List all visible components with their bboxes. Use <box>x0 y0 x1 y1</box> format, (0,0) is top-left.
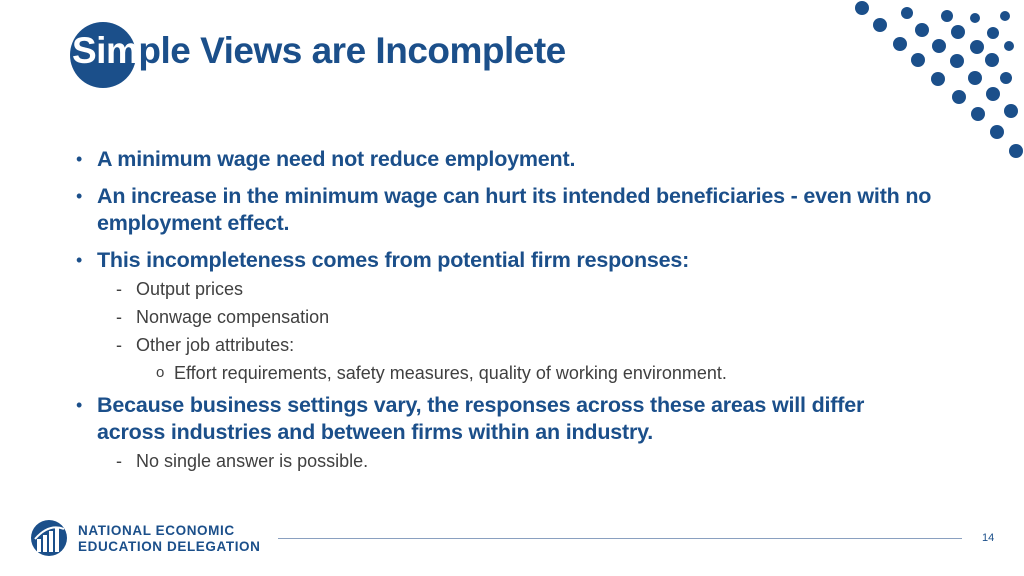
footer-divider <box>278 538 962 539</box>
sub-bullet-text: No single answer is possible. <box>136 451 369 471</box>
slide-title <box>72 30 566 72</box>
title-rest: ple Views are Incomplete <box>138 30 566 71</box>
sub-sub-bullet-text: Effort requirements, safety measures, quality of working environment. <box>174 363 727 383</box>
sub-bullet-text: Other job attributes: <box>136 335 295 355</box>
bullet-marker: • <box>76 186 83 206</box>
bullet-text: Because business settings vary, the responses across these areas will differ across industries and between firms within an industry. <box>97 393 865 444</box>
title-inverted-part: Sim <box>72 30 139 71</box>
logo-line-1: NATIONAL ECONOMIC <box>78 523 235 538</box>
bullet-point <box>72 247 932 274</box>
bullet-text: An increase in the minimum wage can hurt its intended beneficiaries - even with no employment effect. <box>97 184 932 235</box>
bullet-point <box>72 392 932 446</box>
logo-line-2: EDUCATION DELEGATION <box>78 539 261 554</box>
dash-marker: - <box>116 307 122 327</box>
organization-logo <box>30 519 270 559</box>
circle-marker: o <box>156 364 165 381</box>
bullet-point <box>72 183 932 237</box>
bullet-text: This incompleteness comes from potential firm responses: <box>97 248 690 272</box>
bullet-marker: • <box>76 250 83 270</box>
bullet-marker: • <box>76 149 83 169</box>
sub-sub-bullet <box>72 359 932 387</box>
dash-marker: - <box>116 279 122 299</box>
sub-bullet <box>72 303 932 331</box>
slide-body <box>72 146 932 475</box>
sub-bullet-text: Output prices <box>136 279 244 299</box>
logo-wordmark <box>78 523 261 555</box>
bullet-point <box>72 146 932 173</box>
bullet-marker: • <box>76 395 83 415</box>
dash-marker: - <box>116 335 122 355</box>
globe-bars-icon <box>30 519 68 557</box>
bullet-text: A minimum wage need not reduce employment. <box>97 147 576 171</box>
dash-marker: - <box>116 451 122 471</box>
sub-bullet <box>72 275 932 303</box>
sub-bullet-text: Nonwage compensation <box>136 307 330 327</box>
sub-bullet <box>72 331 932 359</box>
page-number: 14 <box>982 532 995 544</box>
sub-bullet <box>72 447 932 475</box>
